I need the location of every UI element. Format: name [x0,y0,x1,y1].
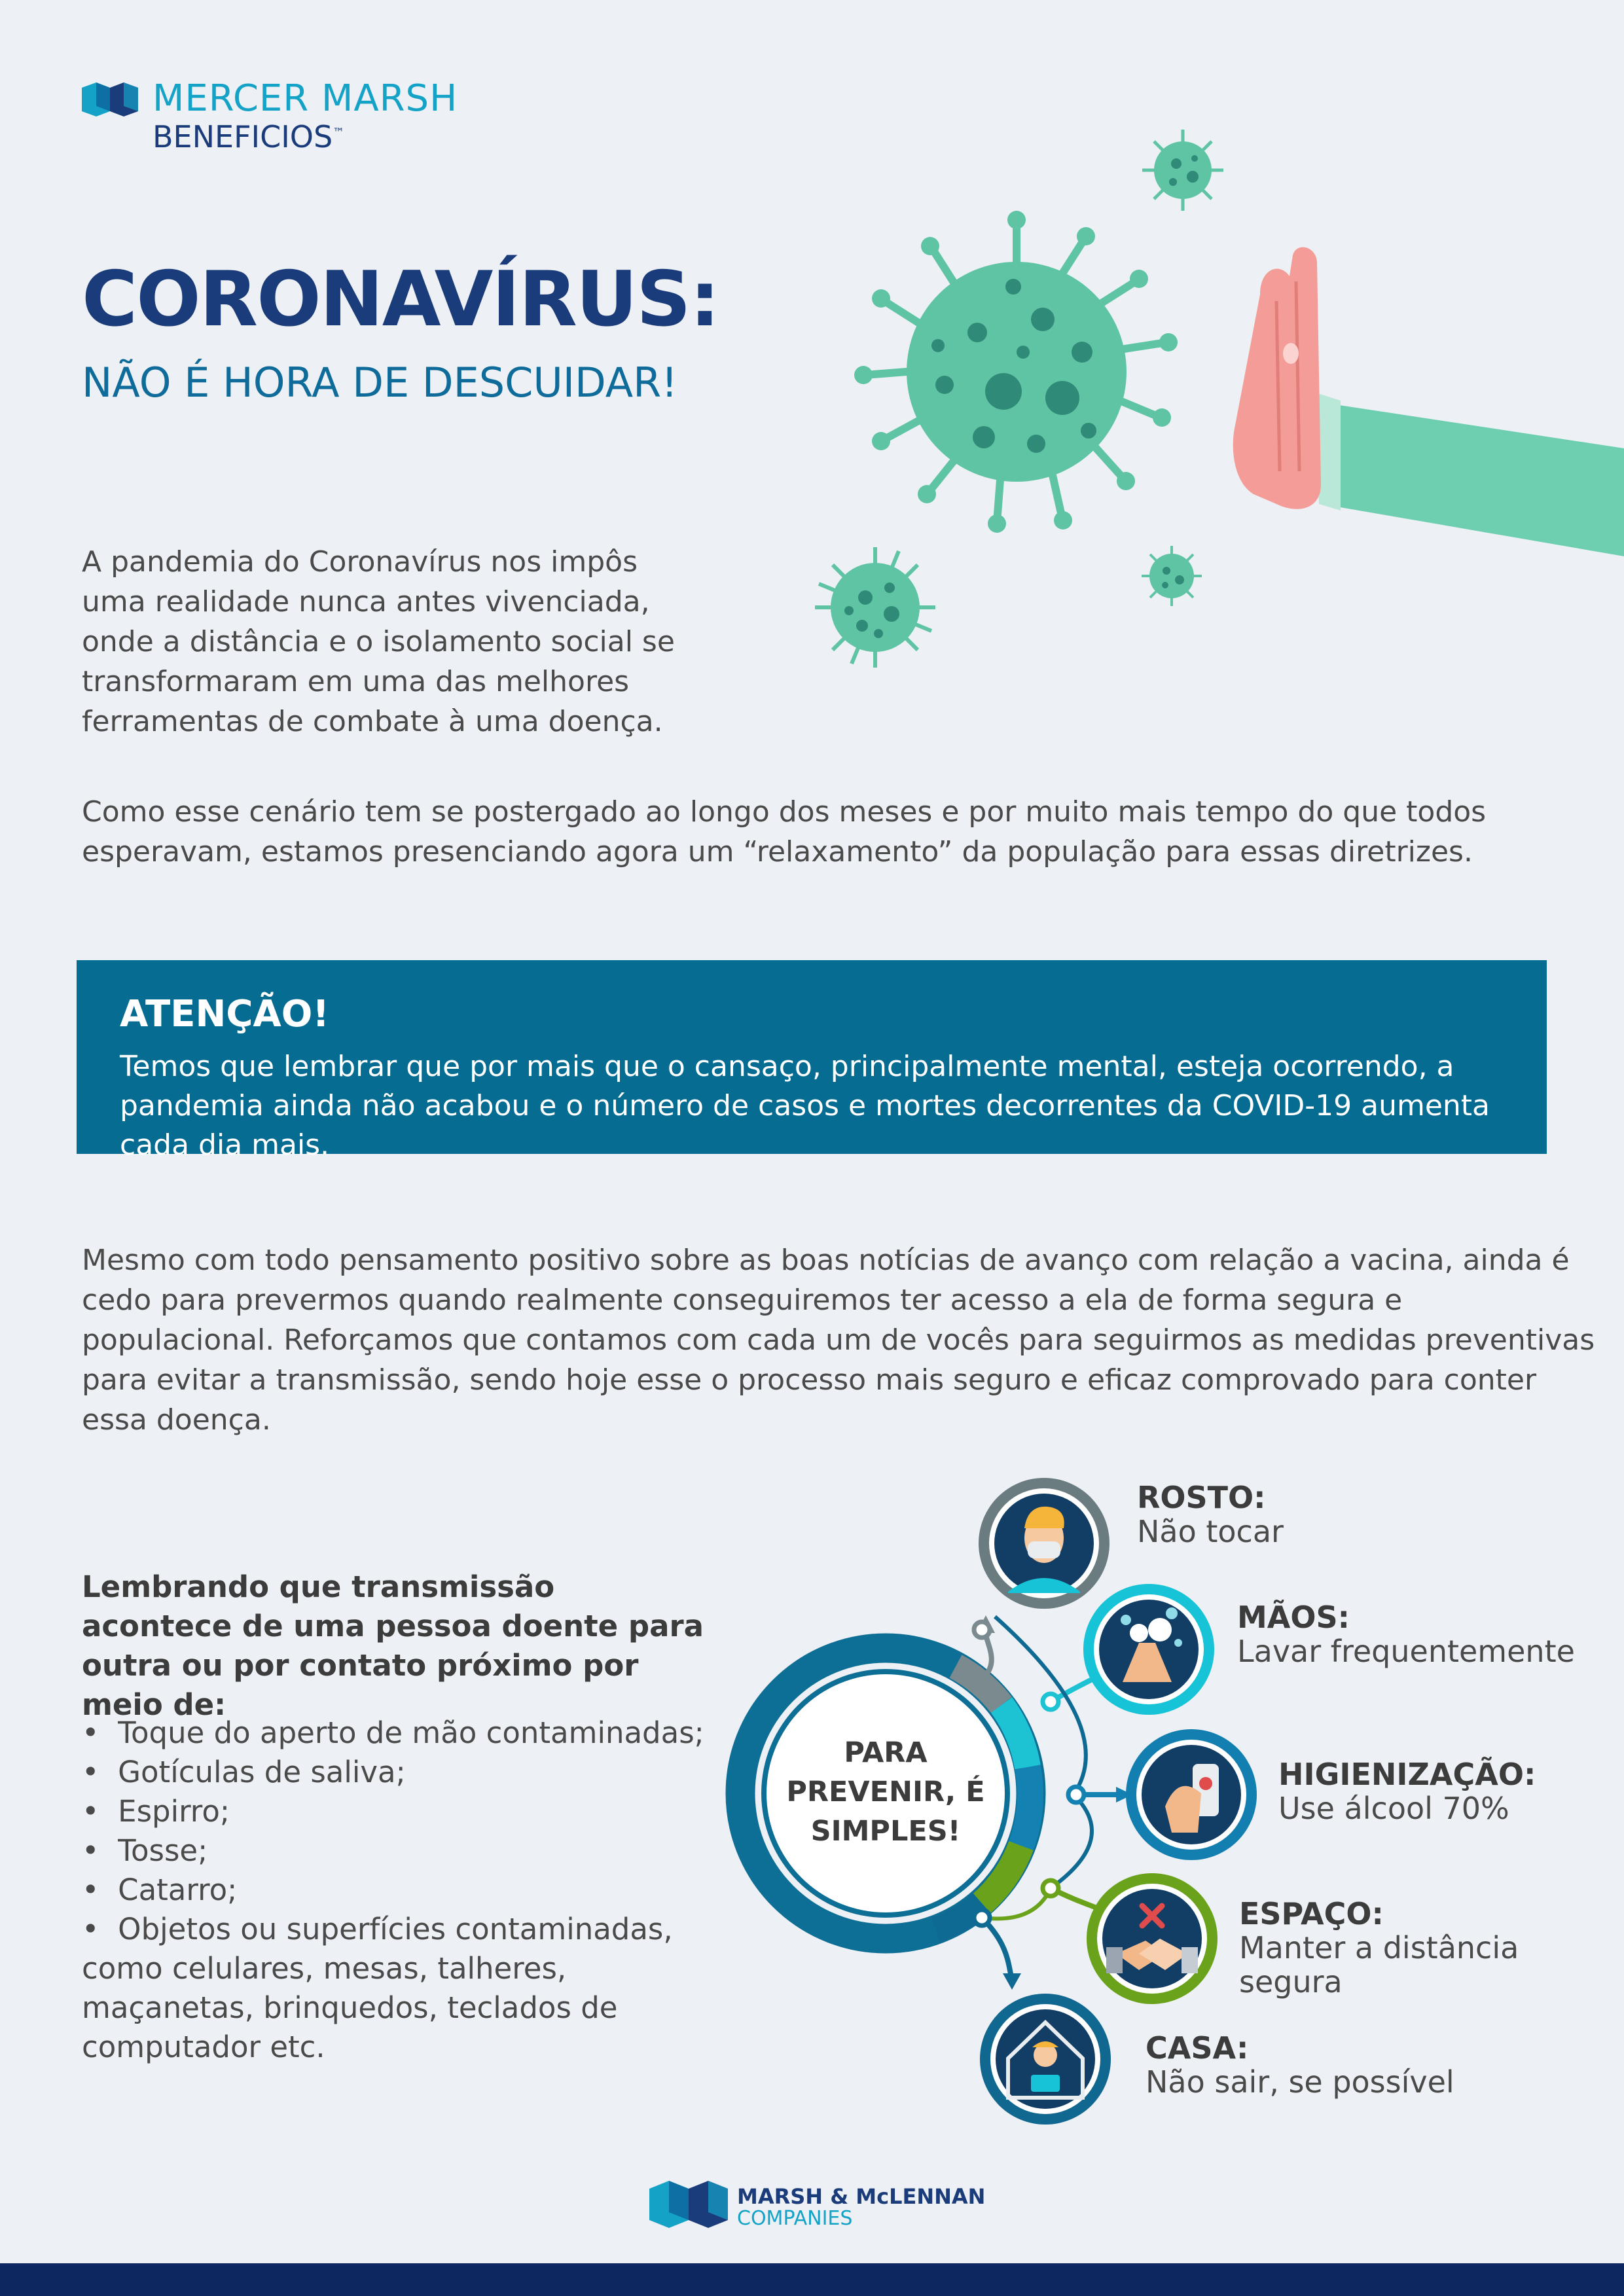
list-item: • Toque do aperto de mão contaminadas; [82,1715,704,1750]
list-item: • Gotículas de saliva; [82,1755,406,1789]
list-item: • Objetos ou superfícies contaminadas, como celulares, mesas, talheres, maçanetas, brinquedos, teclados de computador etc. [82,1912,673,2064]
page-title: CORONAVÍRUS: [82,255,719,344]
prevention-item-casa: CASA: Não sair, se possível [1146,2030,1454,2100]
list-item: • Espirro; [82,1794,230,1829]
prevention-item-maos: MÃOS: Lavar frequentemente [1237,1600,1575,1669]
prevention-center-text: PARA PREVENIR, É SIMPLES! [786,1736,985,1848]
no-handshake-icon [1087,1873,1218,2004]
large-virus-icon [854,211,1178,533]
sanitizer-icon [1126,1729,1257,1860]
footer-brand-line-1: MARSH & McLENNAN [737,2184,986,2209]
marsh-mclennan-logo [649,2181,990,2233]
hand-washing-icon [1083,1584,1214,1715]
prevention-item-higienizacao: HIGIENIZAÇÃO: Use álcool 70% [1278,1757,1536,1826]
stop-hand-icon [1233,247,1624,556]
attention-heading: ATENÇÃO! [120,993,329,1035]
logo-mark-icon [82,82,138,117]
footer-logo-mark-icon [649,2181,728,2228]
transmission-list [82,1713,723,2067]
intro-paragraph-1: A pandemia do Coronavírus nos impôs uma realidade nunca antes vivenciada, onde a distância e o isolamento social se transformaram em uma das melhores ferramentas de combate à uma doença. [82,545,675,738]
vaccine-paragraph: Mesmo com todo pensamento positivo sobre as boas notícias de avanço com relação a vacina, ainda é cedo para prevermos quando realmente conseguiremos ter acesso a ela de forma segura e populacional. Reforçamos que contamos com cada um de vocês para seguirmos as medidas preventivas para evitar a transmissão, sendo hoje esse o processo mais seguro e eficaz comprovado para conter essa doença. [82,1244,1595,1437]
list-item: • Tosse; [82,1833,208,1868]
intro-paragraph-2: Como esse cenário tem se postergado ao longo dos meses e por muito mais tempo do que todos esperavam, estamos presenciando agora um “relaxamento” da população para essas diretrizes. [82,795,1487,869]
footer-brand-line-2: COMPANIES [737,2207,853,2230]
page-subtitle: NÃO É HORA DE DESCUIDAR! [82,359,678,406]
transmission-heading: Lembrando que transmissão acontece de uma pessoa doente para outra ou por contato próximo por meio de: [82,1570,704,1722]
virus-illustration [772,105,1624,694]
face-mask-icon [979,1478,1110,1609]
prevention-item-rosto: ROSTO: Não tocar [1137,1480,1284,1549]
attention-text: Temos que lembrar que por mais que o cansaço, principalmente mental, esteja ocorrendo, a pandemia ainda não acabou e o número de casos e mortes decorrentes da COVID-19 aumenta cada dia mais. [120,1050,1490,1162]
brand-line-1: MERCER MARSH [153,77,458,120]
prevention-item-espaco: ESPAÇO: Manter a distância segura [1239,1896,1519,2000]
small-virus-icon [815,547,935,668]
list-item: • Catarro; [82,1873,238,1907]
mercer-marsh-logo [82,77,488,156]
small-virus-icon [1142,130,1223,211]
brand-line-2: BENEFICIOS™ [153,119,345,154]
small-virus-icon [1142,546,1202,606]
attention-box [77,960,1547,1162]
stay-home-icon [980,1994,1111,2125]
footer-bar [0,2263,1624,2296]
